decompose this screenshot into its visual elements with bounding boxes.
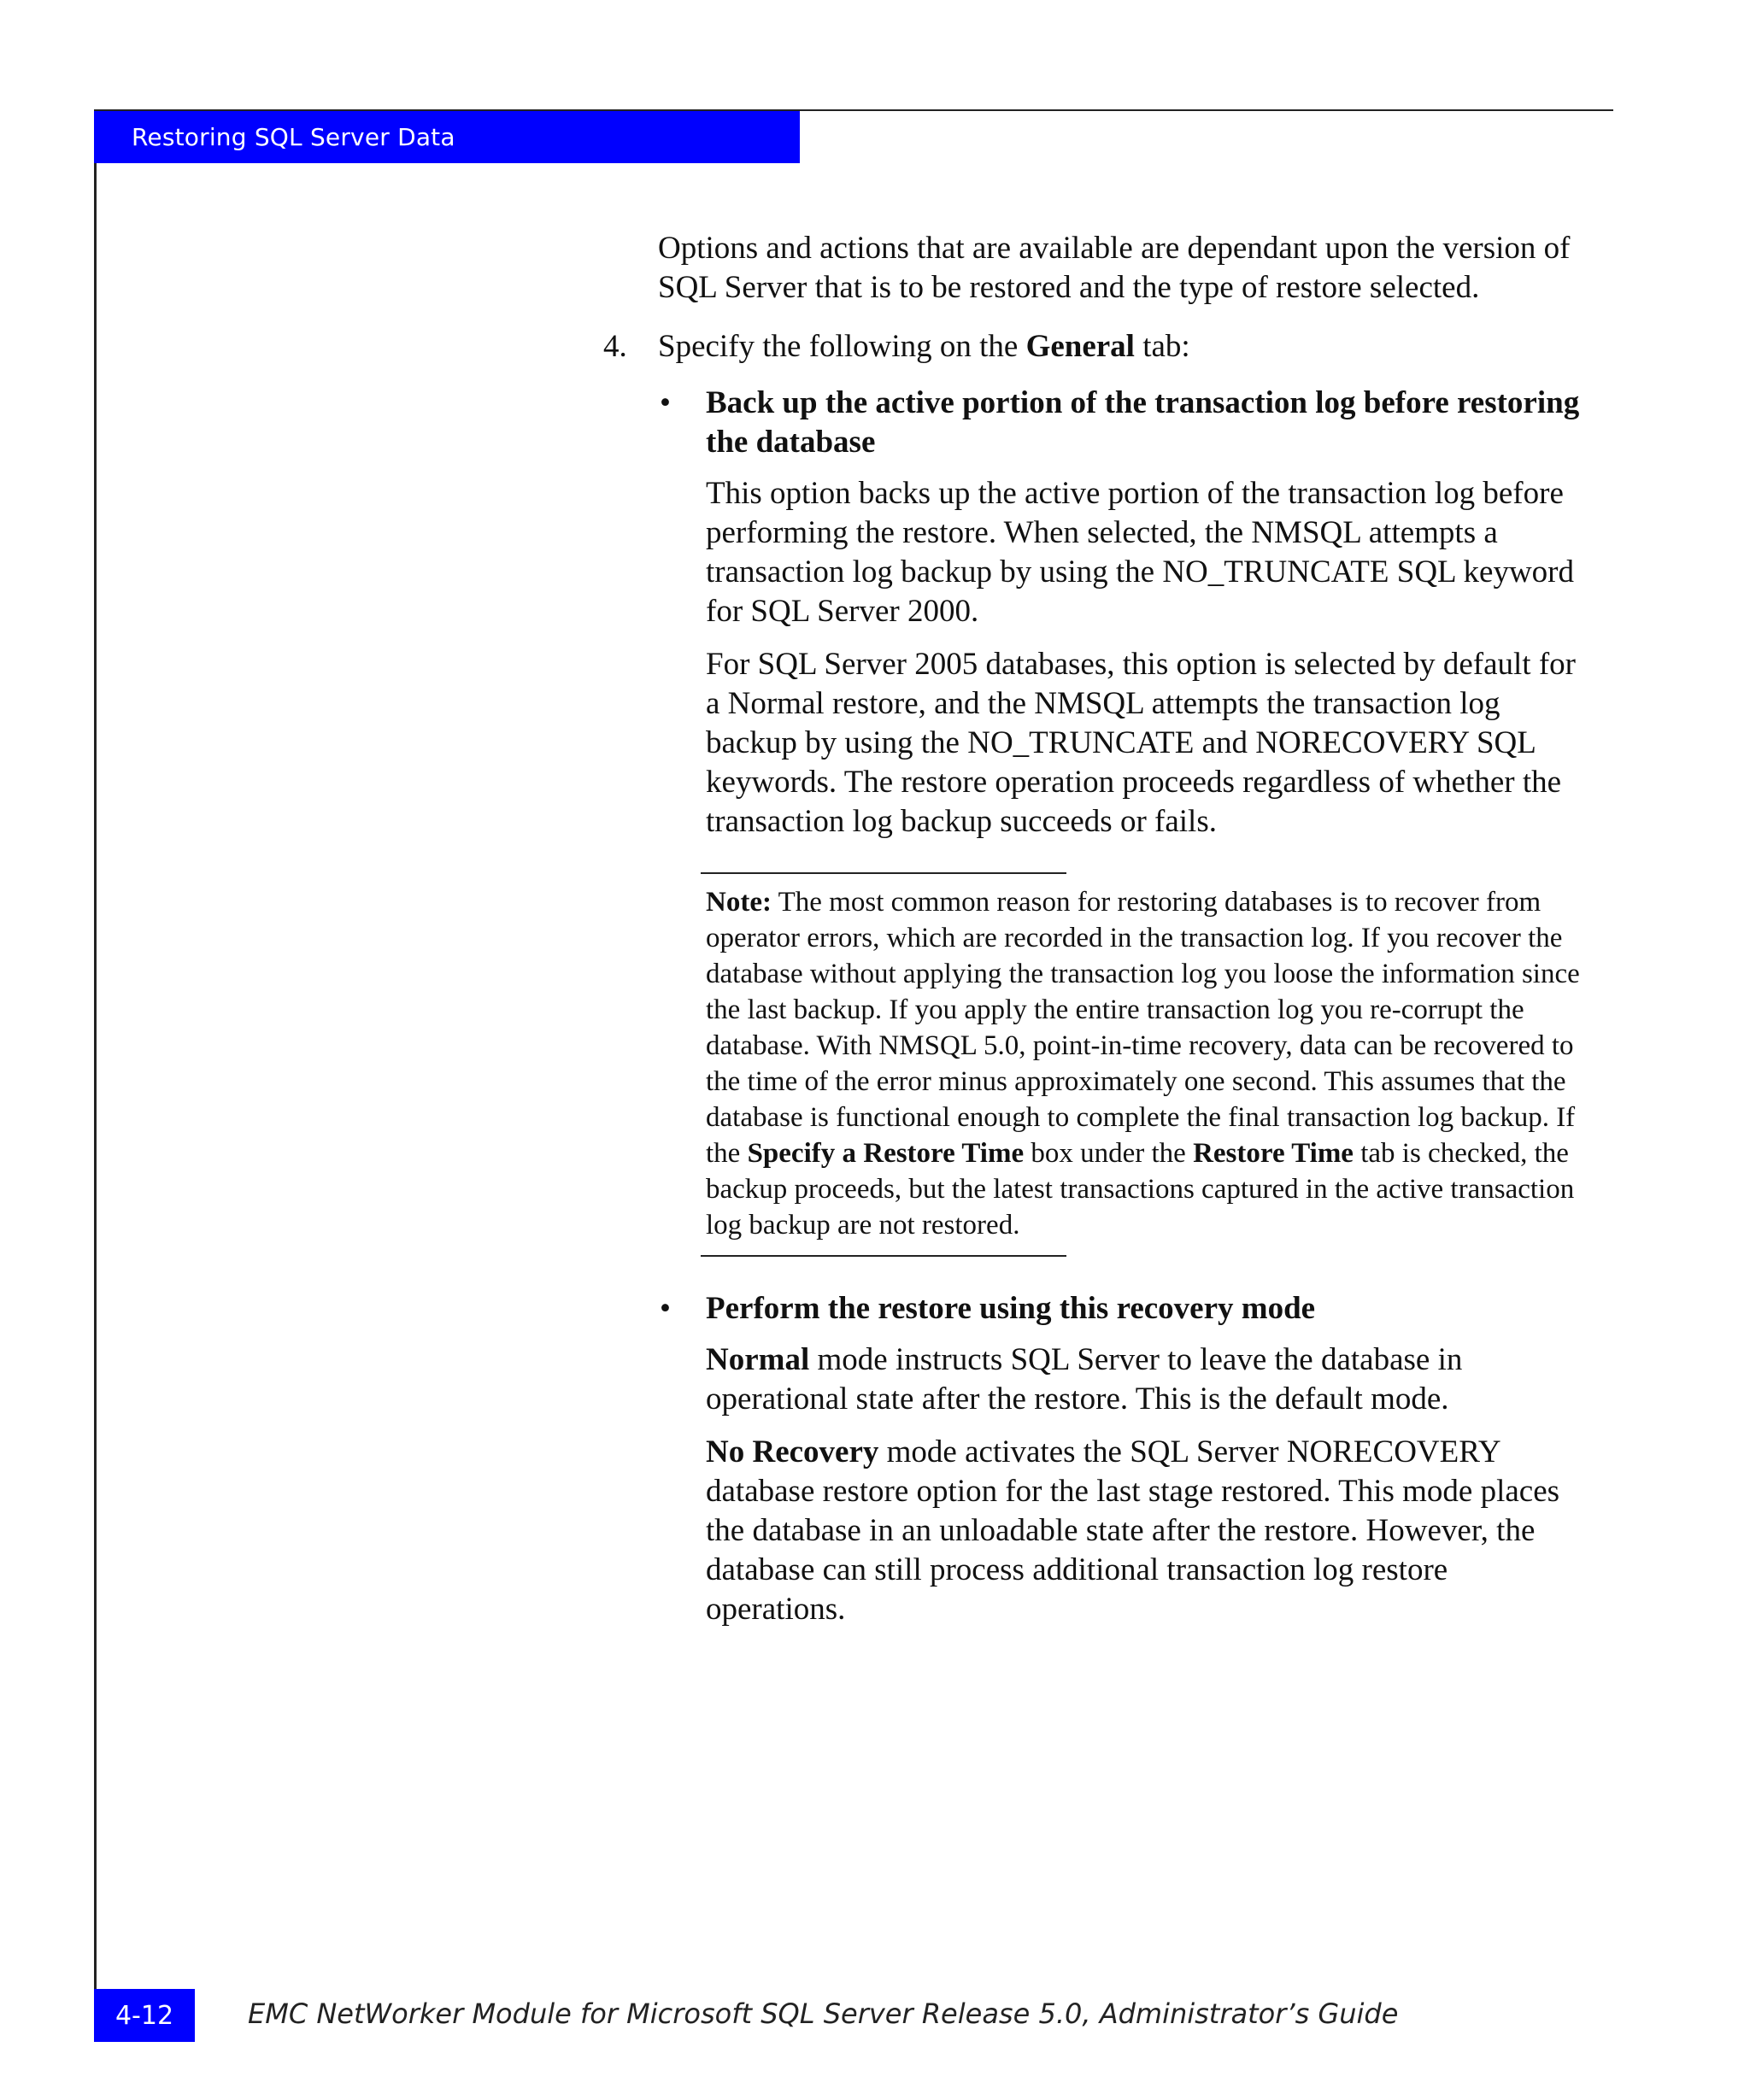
bullet-backup-log <box>660 384 1615 842</box>
bullet-recovery-mode <box>660 1289 1615 1629</box>
normal-mode-description: Normal mode instructs SQL Server to leave the database in operational state after the restore. This is the default mode. <box>706 1342 1463 1417</box>
step-text: Specify the following on the General tab: <box>658 329 1190 364</box>
step-number: 4. <box>603 329 627 364</box>
section-header-band <box>94 111 800 163</box>
normal-mode-label: Normal <box>706 1342 810 1377</box>
no-recovery-mode-description: No Recovery mode activates the SQL Server NORECOVERY database restore option for the last stage restored. This mode places the database in an unloadable state after the restore. However, the database can still process additional transaction log restore operations. <box>706 1434 1560 1627</box>
bullet-paragraph: For SQL Server 2005 databases, this option is selected by default for a Normal restore, and the NMSQL attempts the transaction log backup by using the NO_TRUNCATE and NORECOVERY SQL keywords. The restore operation proceeds regardless of whether the transaction log backup succeeds or fails. <box>706 647 1576 839</box>
no-recovery-mode-label: No Recovery <box>706 1434 879 1469</box>
page-number: 4-12 <box>115 2000 174 2031</box>
specify-restore-time-label: Specify a Restore Time <box>747 1138 1025 1169</box>
step-4 <box>603 327 1615 367</box>
intro-paragraph: Options and actions that are available are dependant upon the version of SQL Server that is to be restored and the type of restore selected. <box>658 231 1571 305</box>
footer-book-title: EMC NetWorker Module for Microsoft SQL Server Release 5.0, Administrator’s Guide <box>248 1997 1399 2030</box>
bullet-paragraph: This option backs up the active portion of the transaction log before performing the restore. When selected, the NMSQL attempts a transaction log backup by using the NO_TRUNCATE SQL keyword for SQL Server 2000. <box>706 476 1574 629</box>
bullet-title-backup-log: Back up the active portion of the transaction log before restoring the database <box>706 385 1580 460</box>
note-label: Note: <box>706 887 772 918</box>
note-box <box>706 872 1603 1257</box>
note-bottom-rule <box>701 1255 1066 1257</box>
general-tab-label: General <box>1025 329 1135 364</box>
bullet-icon: • <box>660 385 671 420</box>
bullet-title-recovery-mode: Perform the restore using this recovery mode <box>706 1291 1316 1326</box>
page-number-box <box>94 1989 195 2042</box>
section-title: Restoring SQL Server Data <box>132 123 455 151</box>
bullet-icon: • <box>660 1291 671 1326</box>
margin-rule <box>94 109 97 2042</box>
note-text: Note: The most common reason for restoring databases is to recover from operator errors, which are recorded in the transaction log. If you recover the database without applying the transaction log you loose the information since the last backup. If you apply the entire transaction log you re-corrupt the database. With NMSQL 5.0, point-in-time recovery, data can be recovered to the time of the error minus approximately one second. This assumes that the database is functional enough to complete the final transaction log backup. If the Specify a Restore Time box under the Restore Time tab is checked, the backup proceeds, but the latest transactions captured in the active transaction log backup are not restored. <box>706 887 1580 1241</box>
page-content <box>603 229 1615 1643</box>
restore-time-tab-label: Restore Time <box>1193 1138 1354 1169</box>
